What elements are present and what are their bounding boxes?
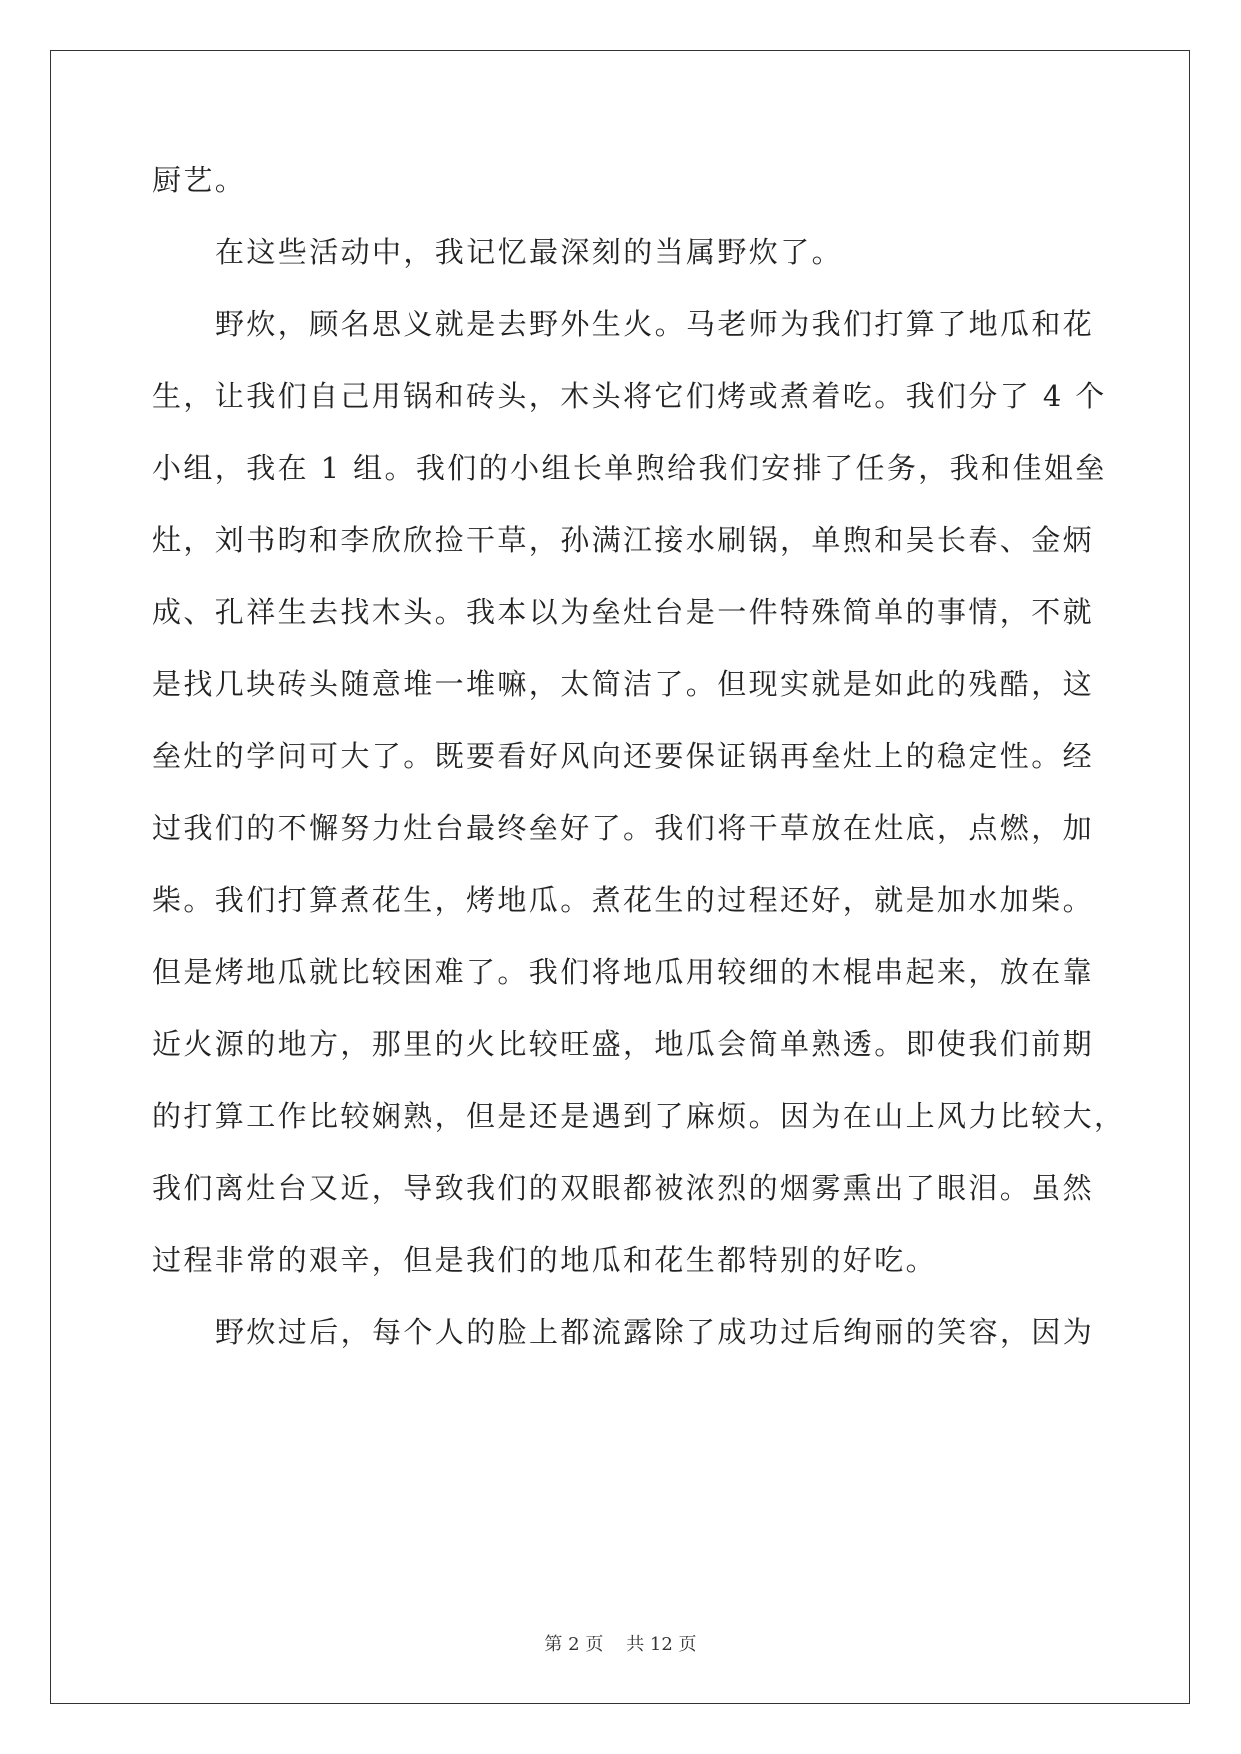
text-line-11: 柴。我们打算煮花生，烤地瓜。煮花生的过程还好，就是加水加柴。 xyxy=(152,883,1095,917)
page-number-footer: 第 2 页 共 12 页 xyxy=(544,1634,697,1655)
text-line-5: 小组，我在 1 组。我们的小组长单煦给我们安排了任务，我和佳姐垒 xyxy=(152,451,1107,485)
text-line-6: 灶，刘书昀和李欣欣捡干草，孙满江接水刷锅，单煦和吴长春、金炳 xyxy=(152,523,1095,557)
text-line-16: 过程非常的艰辛，但是我们的地瓜和花生都特别的好吃。 xyxy=(152,1243,938,1277)
text-line-14: 的打算工作比较娴熟，但是还是遇到了麻烦。因为在山上风力比较大， xyxy=(152,1099,1126,1133)
text-line-3: 野炊，顾名思义就是去野外生火。马老师为我们打算了地瓜和花 xyxy=(215,307,1095,341)
page-border xyxy=(50,50,1190,1704)
text-line-17: 野炊过后，每个人的脸上都流露除了成功过后绚丽的笑容，因为 xyxy=(215,1315,1095,1349)
text-line-13: 近火源的地方，那里的火比较旺盛，地瓜会简单熟透。即使我们前期 xyxy=(152,1027,1095,1061)
text-line-1: 厨艺。 xyxy=(152,163,247,197)
text-line-9: 垒灶的学问可大了。既要看好风向还要保证锅再垒灶上的稳定性。经 xyxy=(152,739,1095,773)
text-line-7: 成、孔祥生去找木头。我本以为垒灶台是一件特殊简单的事情，不就 xyxy=(152,595,1095,629)
text-line-12: 但是烤地瓜就比较困难了。我们将地瓜用较细的木棍串起来，放在靠 xyxy=(152,955,1095,989)
text-line-10: 过我们的不懈努力灶台最终垒好了。我们将干草放在灶底，点燃，加 xyxy=(152,811,1095,845)
text-line-15: 我们离灶台又近，导致我们的双眼都被浓烈的烟雾熏出了眼泪。虽然 xyxy=(152,1171,1095,1205)
text-line-8: 是找几块砖头随意堆一堆嘛，太简洁了。但现实就是如此的残酷，这 xyxy=(152,667,1095,701)
text-line-2: 在这些活动中，我记忆最深刻的当属野炊了。 xyxy=(215,235,844,269)
text-line-4: 生，让我们自己用锅和砖头，木头将它们烤或煮着吃。我们分了 4 个 xyxy=(152,379,1107,413)
